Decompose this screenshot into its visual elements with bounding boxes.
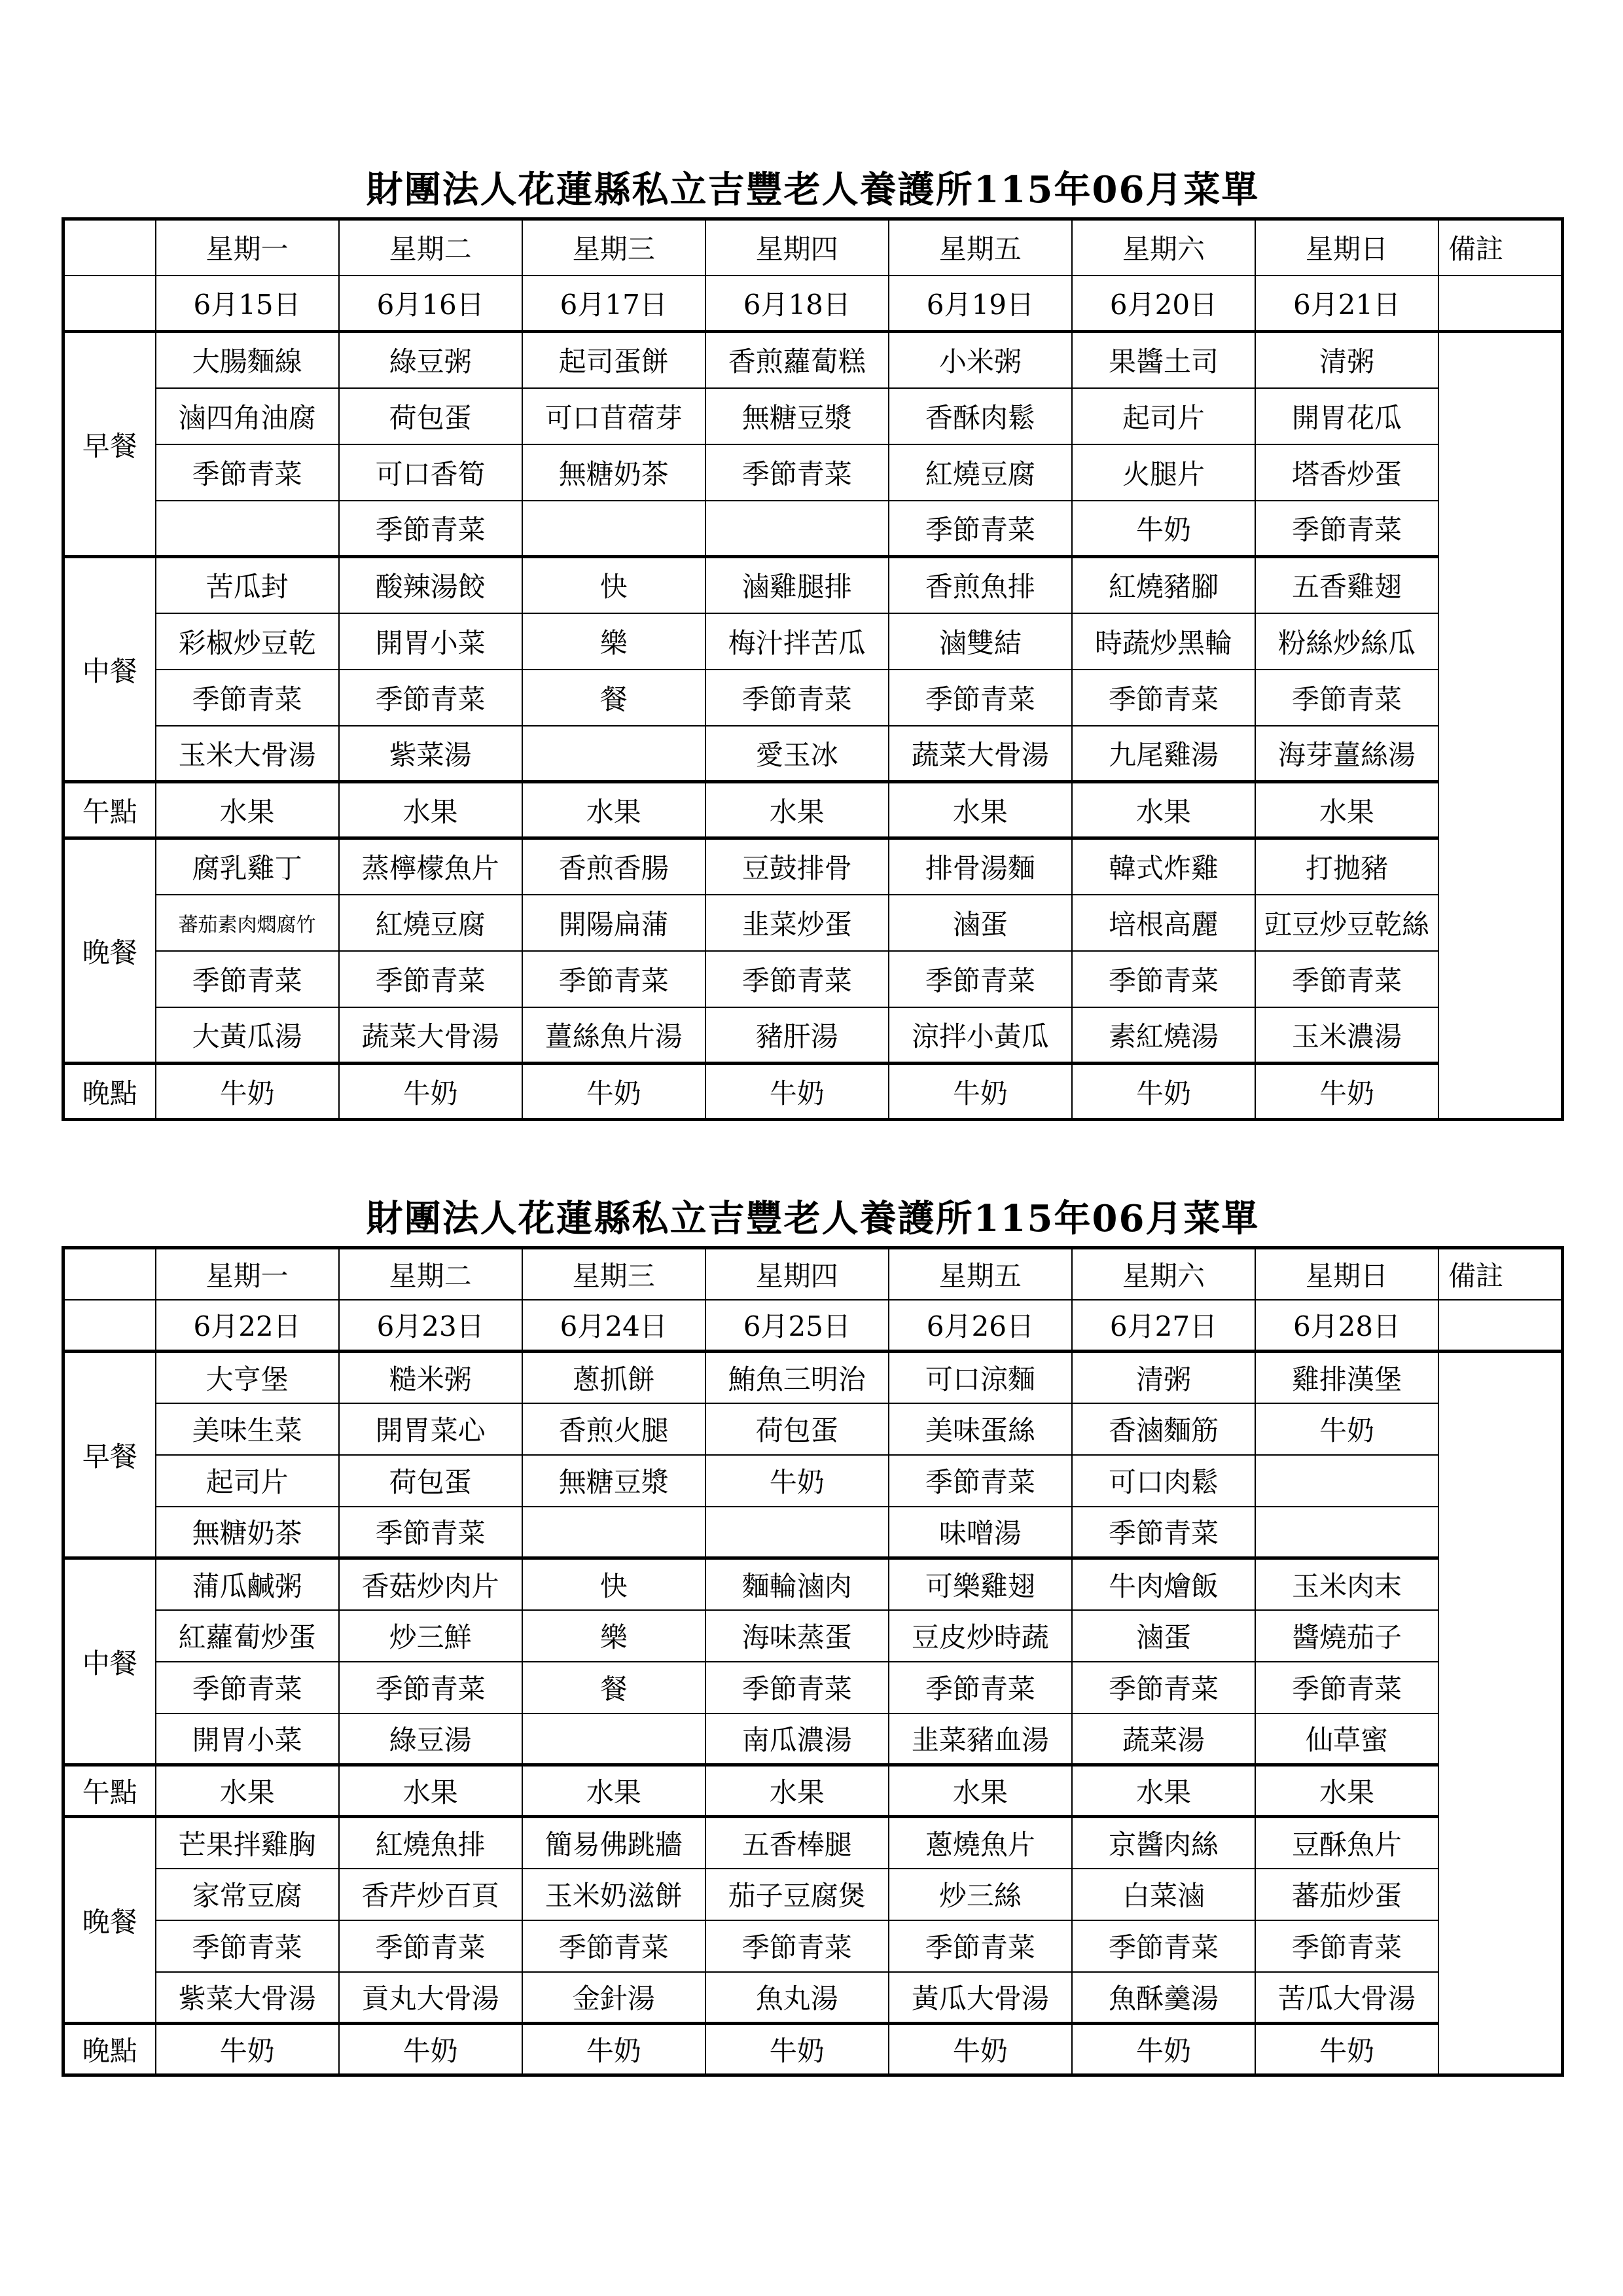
- lunch-row: [63, 1713, 1563, 1765]
- menu-title: 財團法人花蓮縣私立吉豐老人養護所115年06月菜單: [366, 1197, 1260, 1240]
- dish-cell: 季節青菜: [339, 1507, 522, 1558]
- dish-cell: 海味蒸蛋: [705, 1610, 889, 1662]
- date-header: 6月27日: [1072, 1300, 1255, 1352]
- dinner-row: [63, 1920, 1563, 1972]
- dish-cell: 香煎蘿蔔糕: [705, 332, 889, 388]
- date-header: 6月19日: [889, 276, 1072, 332]
- date-header: 6月20日: [1072, 276, 1255, 332]
- dish-cell: 荷包蛋: [339, 388, 522, 444]
- dish-cell: 韭菜豬血湯: [889, 1713, 1072, 1765]
- date-header: 6月15日: [156, 276, 339, 332]
- dish-cell: 水果: [889, 782, 1072, 838]
- date-header: 6月26日: [889, 1300, 1072, 1352]
- lunch-row: [63, 613, 1563, 670]
- snack-label: 午點: [63, 1765, 156, 1817]
- note-header: 備註: [1438, 219, 1562, 276]
- dish-cell: 牛奶: [522, 2024, 705, 2075]
- dinner-row: [63, 838, 1563, 895]
- note-header: 備註: [1438, 1248, 1562, 1300]
- breakfast-label: 早餐: [63, 1352, 156, 1558]
- date-header: 6月24日: [522, 1300, 705, 1352]
- dish-cell: 季節青菜: [889, 951, 1072, 1007]
- dish-cell: 簡易佛跳牆: [522, 1817, 705, 1869]
- dinner-label: 晚餐: [63, 838, 156, 1064]
- dish-cell: 炒三鮮: [339, 1610, 522, 1662]
- dish-cell: 季節青菜: [889, 501, 1072, 557]
- dish-cell: 炒三絲: [889, 1869, 1072, 1920]
- dish-cell: 季節青菜: [1072, 1920, 1255, 1972]
- dish-cell: 香芹炒百頁: [339, 1869, 522, 1920]
- dish-cell: 季節青菜: [339, 1662, 522, 1713]
- dish-cell: 牛奶: [522, 1064, 705, 1120]
- dish-cell: 季節青菜: [889, 1662, 1072, 1713]
- dish-cell: 腐乳雞丁: [156, 838, 339, 895]
- dish-cell: 牛奶: [705, 1064, 889, 1120]
- night-row: [63, 2024, 1563, 2075]
- dish-cell: 香菇炒肉片: [339, 1558, 522, 1610]
- dish-cell: 牛奶: [705, 2024, 889, 2075]
- dish-cell: 開胃花瓜: [1255, 388, 1438, 444]
- dinner-row: [63, 1869, 1563, 1920]
- dish-cell: 素紅燒湯: [1072, 1007, 1255, 1064]
- dish-cell: 可口香筍: [339, 444, 522, 501]
- dish-cell: 黃瓜大骨湯: [889, 1972, 1072, 2024]
- dish-cell: 季節青菜: [1072, 951, 1255, 1007]
- weekday-header: 星期二: [339, 219, 522, 276]
- dish-cell: 韭菜炒蛋: [705, 895, 889, 951]
- dish-cell: 玉米奶滋餅: [522, 1869, 705, 1920]
- date-row: [63, 1300, 1563, 1352]
- dish-cell: 水果: [156, 1765, 339, 1817]
- dish-cell: 麵輪滷肉: [705, 1558, 889, 1610]
- lunch-row: [63, 1662, 1563, 1713]
- menu-sheet-week2: [62, 1186, 1564, 2077]
- dish-cell: 季節青菜: [705, 1920, 889, 1972]
- dish-cell: 荷包蛋: [339, 1455, 522, 1507]
- dish-cell: [705, 501, 889, 557]
- dish-cell: 季節青菜: [522, 1920, 705, 1972]
- dish-cell: 季節青菜: [705, 444, 889, 501]
- date-row: [63, 276, 1563, 332]
- dish-cell: 牛奶: [705, 1455, 889, 1507]
- menu-title: 財團法人花蓮縣私立吉豐老人養護所115年06月菜單: [366, 168, 1260, 211]
- dish-cell: 蕃茄炒蛋: [1255, 1869, 1438, 1920]
- dish-cell: 快: [522, 557, 705, 613]
- dish-cell: 可口肉鬆: [1072, 1455, 1255, 1507]
- date-header: 6月18日: [705, 276, 889, 332]
- dish-cell: 大黃瓜湯: [156, 1007, 339, 1064]
- dish-cell: 滷蛋: [889, 895, 1072, 951]
- dish-cell: [705, 1507, 889, 1558]
- lunch-row: [63, 557, 1563, 613]
- dish-cell: 金針湯: [522, 1972, 705, 2024]
- dish-cell: 樂: [522, 1610, 705, 1662]
- dish-cell: 水果: [1072, 782, 1255, 838]
- dish-cell: 季節青菜: [339, 670, 522, 726]
- snack-label: 午點: [63, 782, 156, 838]
- dish-cell: 水果: [889, 1765, 1072, 1817]
- dish-cell: 起司蛋餅: [522, 332, 705, 388]
- dish-cell: [522, 1507, 705, 1558]
- dish-cell: 季節青菜: [339, 951, 522, 1007]
- dish-cell: 海芽薑絲湯: [1255, 726, 1438, 782]
- dish-cell: 小米粥: [889, 332, 1072, 388]
- note-cell: [1438, 1352, 1562, 2075]
- dish-cell: 季節青菜: [1255, 501, 1438, 557]
- dish-cell: 蔥燒魚片: [889, 1817, 1072, 1869]
- breakfast-row: [63, 1352, 1563, 1403]
- dish-cell: 水果: [522, 1765, 705, 1817]
- dish-cell: 芒果拌雞胸: [156, 1817, 339, 1869]
- dish-cell: 餐: [522, 670, 705, 726]
- dish-cell: 季節青菜: [1255, 951, 1438, 1007]
- dish-cell: 季節青菜: [705, 670, 889, 726]
- note-cell: [1438, 332, 1562, 1120]
- dish-cell: 美味生菜: [156, 1403, 339, 1455]
- dish-cell: 快: [522, 1558, 705, 1610]
- dish-cell: 蒸檸檬魚片: [339, 838, 522, 895]
- dish-cell: 樂: [522, 613, 705, 670]
- dish-cell: 開胃菜心: [339, 1403, 522, 1455]
- dish-cell: 季節青菜: [156, 1662, 339, 1713]
- dish-cell: 水果: [339, 1765, 522, 1817]
- night-label: 晚點: [63, 2024, 156, 2075]
- dish-cell: 糙米粥: [339, 1352, 522, 1403]
- dish-cell: 白菜滷: [1072, 1869, 1255, 1920]
- dish-cell: 無糖豆漿: [522, 1455, 705, 1507]
- dish-cell: 鮪魚三明治: [705, 1352, 889, 1403]
- dish-cell: 牛奶: [1255, 1403, 1438, 1455]
- dish-cell: 紅燒魚排: [339, 1817, 522, 1869]
- corner-cell: [63, 276, 156, 332]
- dish-cell: 香滷麵筋: [1072, 1403, 1255, 1455]
- dish-cell: [522, 501, 705, 557]
- dish-cell: 季節青菜: [156, 444, 339, 501]
- breakfast-label: 早餐: [63, 332, 156, 557]
- weekday-header: 星期六: [1072, 1248, 1255, 1300]
- breakfast-row: [63, 1455, 1563, 1507]
- dish-cell: 魚酥羹湯: [1072, 1972, 1255, 2024]
- dish-cell: 蕃茄素肉燜腐竹: [156, 895, 339, 951]
- dish-cell: 南瓜濃湯: [705, 1713, 889, 1765]
- dish-cell: 牛奶: [339, 1064, 522, 1120]
- dish-cell: 季節青菜: [1072, 670, 1255, 726]
- breakfast-row: [63, 388, 1563, 444]
- dish-cell: 貢丸大骨湯: [339, 1972, 522, 2024]
- dish-cell: 滷雞腿排: [705, 557, 889, 613]
- dish-cell: 苦瓜大骨湯: [1255, 1972, 1438, 2024]
- dish-cell: 薑絲魚片湯: [522, 1007, 705, 1064]
- dish-cell: 季節青菜: [889, 670, 1072, 726]
- dish-cell: [522, 726, 705, 782]
- lunch-row: [63, 670, 1563, 726]
- note-cell: [1438, 276, 1562, 332]
- dish-cell: 紅燒豆腐: [339, 895, 522, 951]
- menu-sheet-week1: [62, 157, 1564, 1121]
- breakfast-row: [63, 501, 1563, 557]
- weekday-header: 星期六: [1072, 219, 1255, 276]
- night-label: 晚點: [63, 1064, 156, 1120]
- dish-cell: 季節青菜: [1255, 1920, 1438, 1972]
- dish-cell: [522, 1713, 705, 1765]
- dish-cell: 牛奶: [156, 1064, 339, 1120]
- dish-cell: 魚丸湯: [705, 1972, 889, 2024]
- dinner-row: [63, 895, 1563, 951]
- dish-cell: 香酥肉鬆: [889, 388, 1072, 444]
- dish-cell: 水果: [1072, 1765, 1255, 1817]
- lunch-label: 中餐: [63, 557, 156, 782]
- date-header: 6月28日: [1255, 1300, 1438, 1352]
- dish-cell: 開胃小菜: [156, 1713, 339, 1765]
- dish-cell: 季節青菜: [889, 1920, 1072, 1972]
- date-header: 6月25日: [705, 1300, 889, 1352]
- dinner-row: [63, 1007, 1563, 1064]
- dish-cell: 香煎香腸: [522, 838, 705, 895]
- dish-cell: 愛玉冰: [705, 726, 889, 782]
- dish-cell: 季節青菜: [1072, 1507, 1255, 1558]
- dish-cell: 季節青菜: [1255, 1662, 1438, 1713]
- dish-cell: 京醬肉絲: [1072, 1817, 1255, 1869]
- lunch-row: [63, 726, 1563, 782]
- dish-cell: 牛奶: [1255, 2024, 1438, 2075]
- weekday-header: 星期五: [889, 1248, 1072, 1300]
- dish-cell: 酸辣湯餃: [339, 557, 522, 613]
- dish-cell: 蔬菜湯: [1072, 1713, 1255, 1765]
- dish-cell: 蔬菜大骨湯: [339, 1007, 522, 1064]
- dish-cell: 紫菜湯: [339, 726, 522, 782]
- dish-cell: 牛奶: [1255, 1064, 1438, 1120]
- note-cell: [1438, 1300, 1562, 1352]
- dish-cell: 水果: [705, 1765, 889, 1817]
- dish-cell: 綠豆粥: [339, 332, 522, 388]
- dish-cell: 季節青菜: [705, 1662, 889, 1713]
- dish-cell: 紅燒豆腐: [889, 444, 1072, 501]
- dish-cell: 五香雞翅: [1255, 557, 1438, 613]
- dish-cell: 滷四角油腐: [156, 388, 339, 444]
- date-header: 6月21日: [1255, 276, 1438, 332]
- dish-cell: 排骨湯麵: [889, 838, 1072, 895]
- dinner-label: 晚餐: [63, 1817, 156, 2024]
- breakfast-row: [63, 1403, 1563, 1455]
- weekday-header: 星期日: [1255, 1248, 1438, 1300]
- dish-cell: 滷蛋: [1072, 1610, 1255, 1662]
- dish-cell: 綠豆湯: [339, 1713, 522, 1765]
- dish-cell: 梅汁拌苦瓜: [705, 613, 889, 670]
- dish-cell: 玉米肉末: [1255, 1558, 1438, 1610]
- weekday-header: 星期五: [889, 219, 1072, 276]
- weekday-header: 星期日: [1255, 219, 1438, 276]
- dish-cell: 彩椒炒豆乾: [156, 613, 339, 670]
- dish-cell: 水果: [705, 782, 889, 838]
- dish-cell: 無糖豆漿: [705, 388, 889, 444]
- breakfast-row: [63, 444, 1563, 501]
- dish-cell: 五香棒腿: [705, 1817, 889, 1869]
- dish-cell: 蔬菜大骨湯: [889, 726, 1072, 782]
- weekday-header: 星期一: [156, 219, 339, 276]
- dish-cell: 粉絲炒絲瓜: [1255, 613, 1438, 670]
- dish-cell: 季節青菜: [156, 1920, 339, 1972]
- dinner-row: [63, 951, 1563, 1007]
- dish-cell: 火腿片: [1072, 444, 1255, 501]
- dish-cell: 美味蛋絲: [889, 1403, 1072, 1455]
- dish-cell: 季節青菜: [705, 951, 889, 1007]
- dish-cell: 滷雙結: [889, 613, 1072, 670]
- breakfast-row: [63, 1507, 1563, 1558]
- dish-cell: 果醬土司: [1072, 332, 1255, 388]
- dish-cell: 可口涼麵: [889, 1352, 1072, 1403]
- dish-cell: 季節青菜: [1072, 1662, 1255, 1713]
- breakfast-row: [63, 332, 1563, 388]
- dish-cell: 雞排漢堡: [1255, 1352, 1438, 1403]
- weekday-header: 星期四: [705, 219, 889, 276]
- dish-cell: 起司片: [1072, 388, 1255, 444]
- menu-table: [62, 217, 1564, 1121]
- dish-cell: 餐: [522, 1662, 705, 1713]
- dish-cell: 大腸麵線: [156, 332, 339, 388]
- dish-cell: 紅燒豬腳: [1072, 557, 1255, 613]
- date-header: 6月23日: [339, 1300, 522, 1352]
- dish-cell: 涼拌小黃瓜: [889, 1007, 1072, 1064]
- corner-cell: [63, 1300, 156, 1352]
- dish-cell: 季節青菜: [339, 1920, 522, 1972]
- lunch-row: [63, 1558, 1563, 1610]
- dish-cell: [1255, 1455, 1438, 1507]
- dish-cell: 可樂雞翅: [889, 1558, 1072, 1610]
- dish-cell: 仙草蜜: [1255, 1713, 1438, 1765]
- weekday-header: 星期二: [339, 1248, 522, 1300]
- dish-cell: 培根高麗: [1072, 895, 1255, 951]
- dish-cell: 醬燒茄子: [1255, 1610, 1438, 1662]
- dish-cell: 時蔬炒黑輪: [1072, 613, 1255, 670]
- date-header: 6月22日: [156, 1300, 339, 1352]
- dish-cell: 豇豆炒豆乾絲: [1255, 895, 1438, 951]
- dish-cell: 味噌湯: [889, 1507, 1072, 1558]
- dish-cell: 季節青菜: [522, 951, 705, 1007]
- dish-cell: 牛奶: [1072, 501, 1255, 557]
- corner-cell: [63, 1248, 156, 1300]
- dish-cell: 開陽扁蒲: [522, 895, 705, 951]
- dish-cell: 打拋豬: [1255, 838, 1438, 895]
- dish-cell: 季節青菜: [889, 1455, 1072, 1507]
- dish-cell: 牛奶: [339, 2024, 522, 2075]
- weekday-header: 星期一: [156, 1248, 339, 1300]
- dish-cell: 起司片: [156, 1455, 339, 1507]
- dish-cell: [1255, 1507, 1438, 1558]
- dish-cell: 紅蘿蔔炒蛋: [156, 1610, 339, 1662]
- dish-cell: 玉米大骨湯: [156, 726, 339, 782]
- dinner-row: [63, 1817, 1563, 1869]
- dish-cell: 水果: [1255, 782, 1438, 838]
- night-row: [63, 1064, 1563, 1120]
- date-header: 6月16日: [339, 276, 522, 332]
- dish-cell: [156, 501, 339, 557]
- dish-cell: 牛奶: [1072, 2024, 1255, 2075]
- dish-cell: 蒲瓜鹹粥: [156, 1558, 339, 1610]
- snack-row: [63, 1765, 1563, 1817]
- weekday-row: [63, 1248, 1563, 1300]
- lunch-label: 中餐: [63, 1558, 156, 1765]
- dish-cell: 季節青菜: [1255, 670, 1438, 726]
- dish-cell: 荷包蛋: [705, 1403, 889, 1455]
- dish-cell: 茄子豆腐煲: [705, 1869, 889, 1920]
- dish-cell: 水果: [1255, 1765, 1438, 1817]
- dish-cell: 無糖奶茶: [156, 1507, 339, 1558]
- dish-cell: 紫菜大骨湯: [156, 1972, 339, 2024]
- dish-cell: 水果: [522, 782, 705, 838]
- dish-cell: 季節青菜: [156, 670, 339, 726]
- dish-cell: 玉米濃湯: [1255, 1007, 1438, 1064]
- menu-table: [62, 1246, 1564, 2077]
- dinner-row: [63, 1972, 1563, 2024]
- dish-cell: 豬肝湯: [705, 1007, 889, 1064]
- dish-cell: 無糖奶茶: [522, 444, 705, 501]
- dish-cell: 蔥抓餅: [522, 1352, 705, 1403]
- dish-cell: 可口苜蓿芽: [522, 388, 705, 444]
- dish-cell: 豆酥魚片: [1255, 1817, 1438, 1869]
- dish-cell: 季節青菜: [156, 951, 339, 1007]
- dish-cell: 香煎魚排: [889, 557, 1072, 613]
- dish-cell: 韓式炸雞: [1072, 838, 1255, 895]
- corner-cell: [63, 219, 156, 276]
- dish-cell: 九尾雞湯: [1072, 726, 1255, 782]
- dish-cell: 家常豆腐: [156, 1869, 339, 1920]
- dish-cell: 苦瓜封: [156, 557, 339, 613]
- dish-cell: 牛奶: [1072, 1064, 1255, 1120]
- dish-cell: 牛奶: [889, 1064, 1072, 1120]
- dish-cell: 清粥: [1072, 1352, 1255, 1403]
- dish-cell: 牛奶: [889, 2024, 1072, 2075]
- lunch-row: [63, 1610, 1563, 1662]
- dish-cell: 豆皮炒時蔬: [889, 1610, 1072, 1662]
- dish-cell: 水果: [339, 782, 522, 838]
- weekday-header: 星期三: [522, 219, 705, 276]
- dish-cell: 開胃小菜: [339, 613, 522, 670]
- date-header: 6月17日: [522, 276, 705, 332]
- weekday-header: 星期三: [522, 1248, 705, 1300]
- dish-cell: 水果: [156, 782, 339, 838]
- dish-cell: 香煎火腿: [522, 1403, 705, 1455]
- dish-cell: 塔香炒蛋: [1255, 444, 1438, 501]
- dish-cell: 大亨堡: [156, 1352, 339, 1403]
- dish-cell: 牛奶: [156, 2024, 339, 2075]
- weekday-header: 星期四: [705, 1248, 889, 1300]
- weekday-row: [63, 219, 1563, 276]
- dish-cell: 豆鼓排骨: [705, 838, 889, 895]
- dish-cell: 清粥: [1255, 332, 1438, 388]
- snack-row: [63, 782, 1563, 838]
- dish-cell: 季節青菜: [339, 501, 522, 557]
- dish-cell: 牛肉燴飯: [1072, 1558, 1255, 1610]
